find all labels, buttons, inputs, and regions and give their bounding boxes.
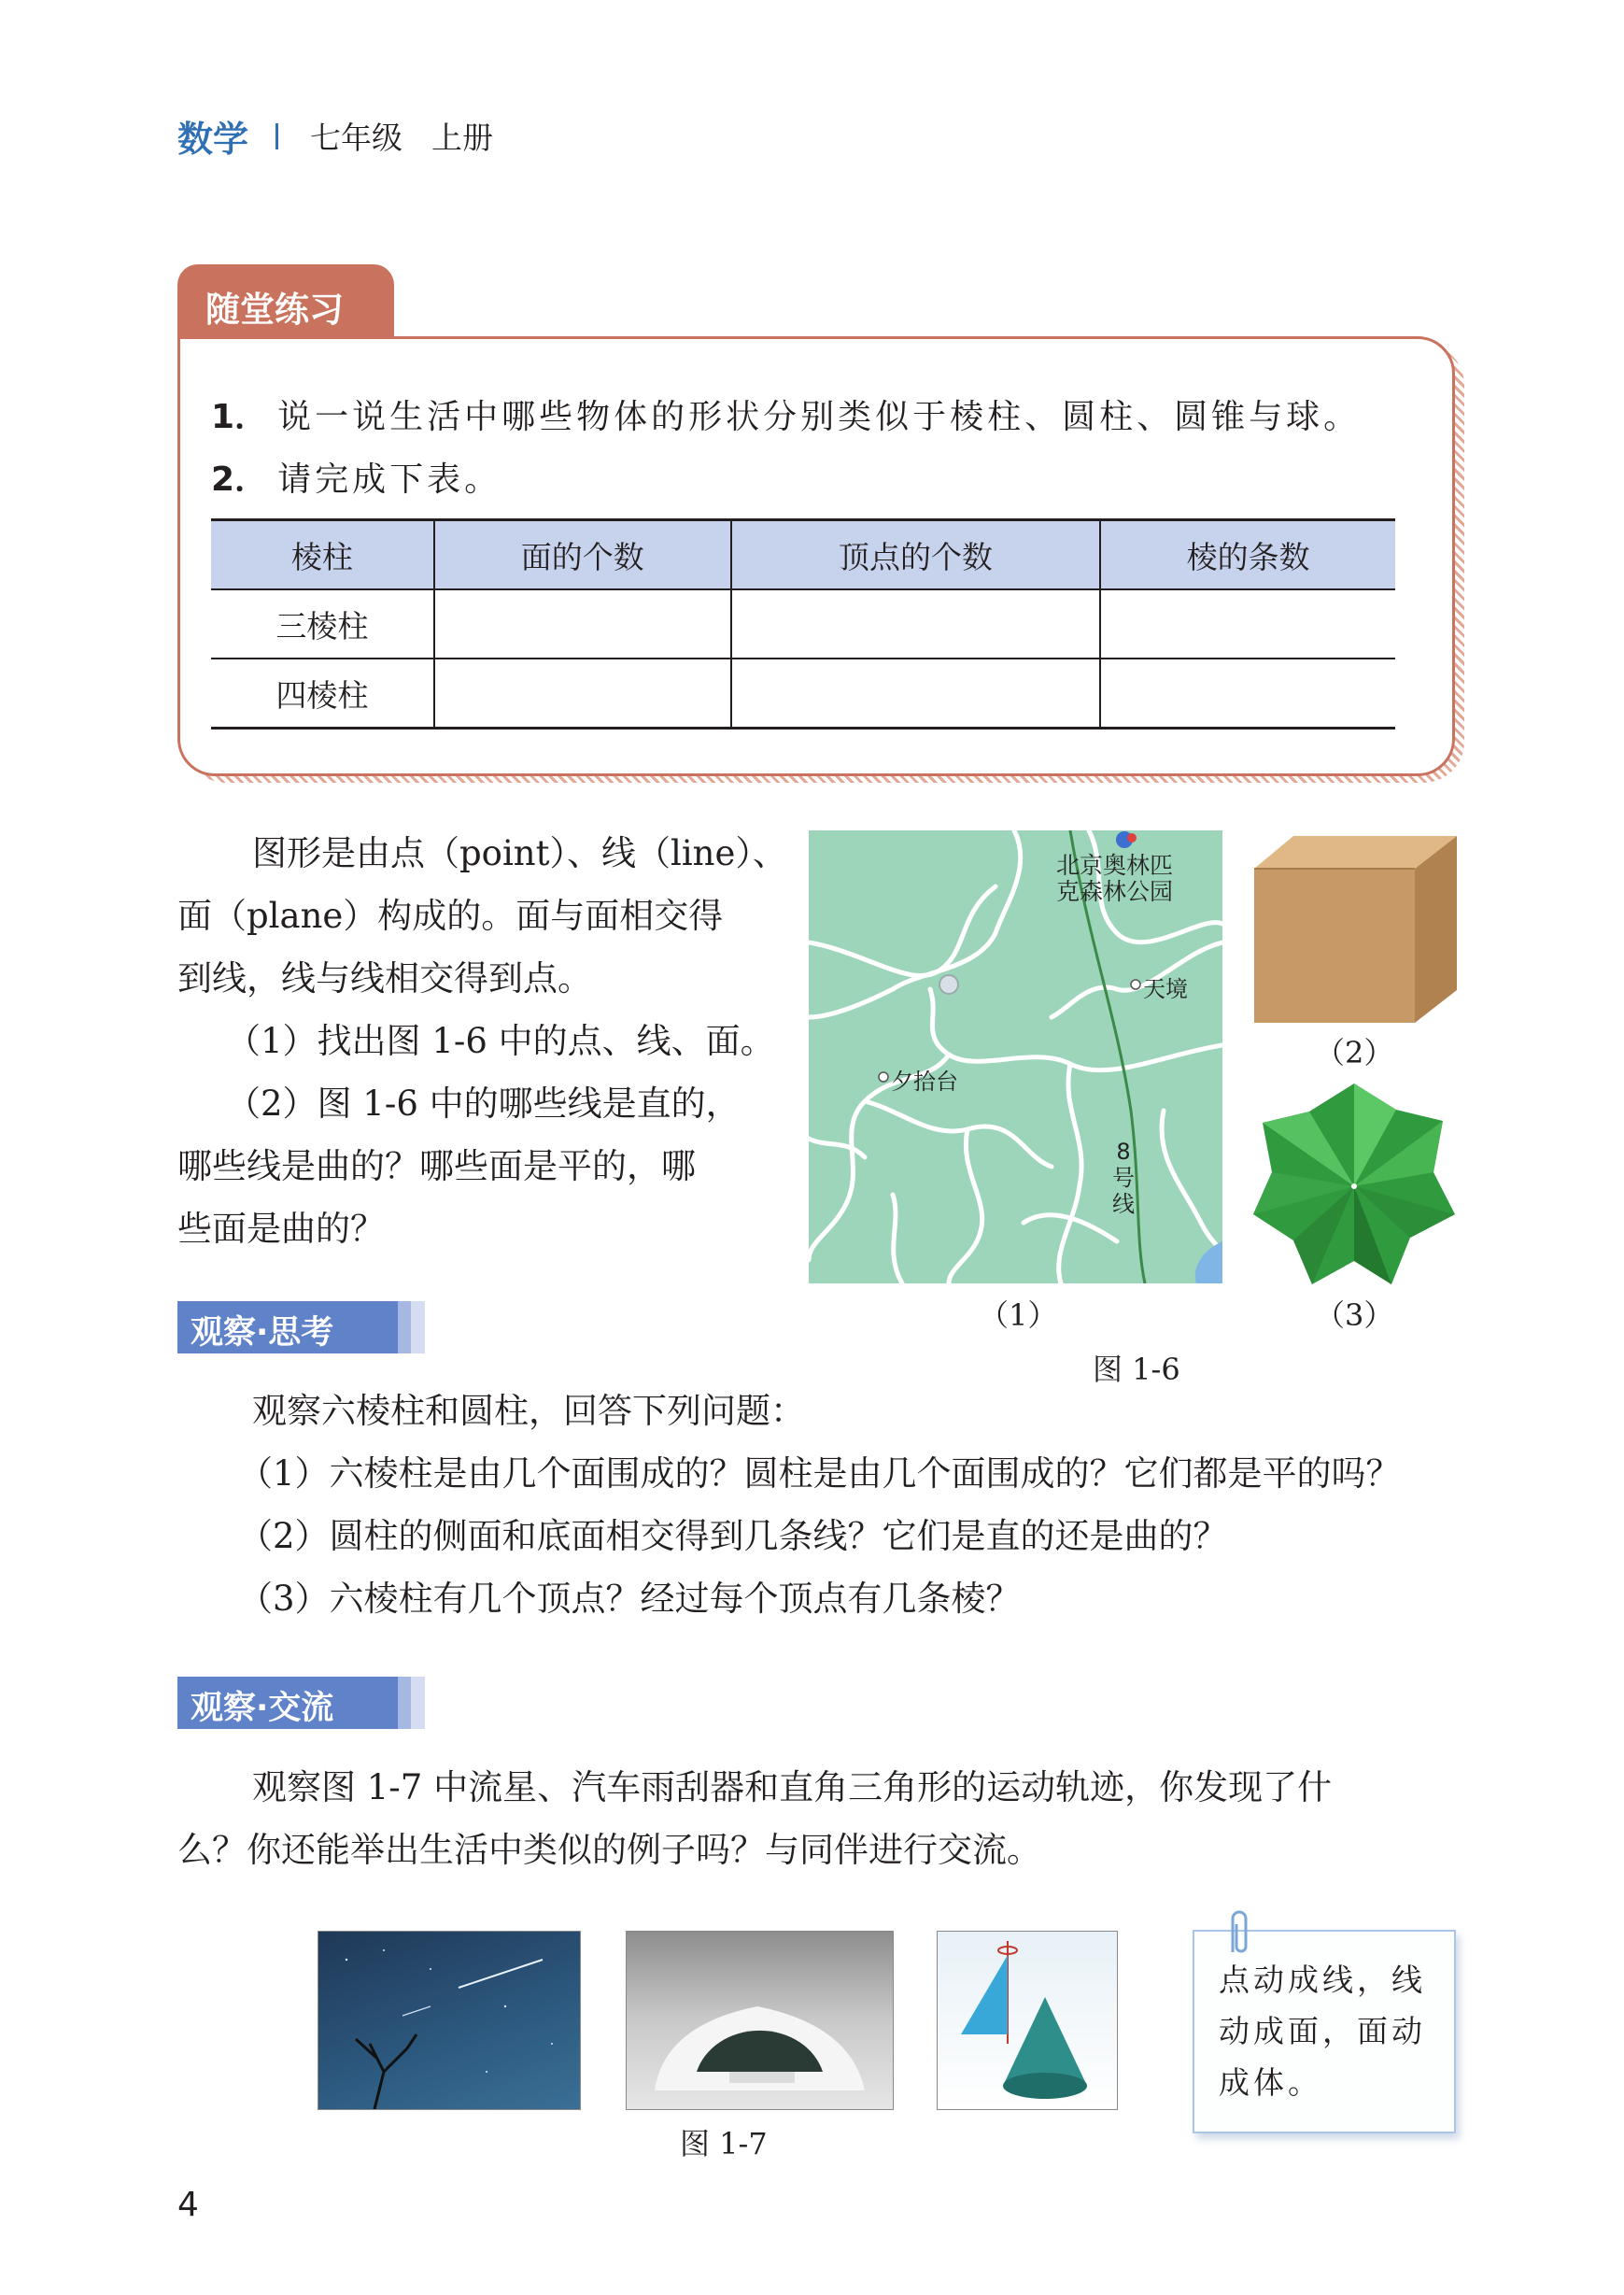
exercise-question-2: 2． 请完成下表。 xyxy=(211,460,502,499)
figure-1-6-caption-2: （2） xyxy=(1315,1035,1394,1070)
intro-question-1: （1）找出图 1-6 中的点、线、面。 xyxy=(226,1021,775,1061)
intro-question-2: （2）图 1-6 中的哪些线是直的， xyxy=(226,1084,741,1124)
map-label-line8: 8 号 线 xyxy=(1112,1139,1135,1217)
section-exchange-body: 观察图 1-7 中流星、汽车雨刮器和直角三角形的运动轨迹，你发现了什 么？你还能举出生活中类似的例子吗？与同伴进行交流。 xyxy=(177,1767,1333,1870)
exercise-tab xyxy=(177,264,394,337)
table-header: 顶点的个数 xyxy=(731,520,1100,590)
figure-1-7-title: 图 1-7 xyxy=(680,2126,768,2161)
figure-1-6-caption-1: （1） xyxy=(979,1297,1058,1333)
table-header-row xyxy=(211,520,1395,590)
header-divider xyxy=(275,123,278,149)
cardboard-box-image xyxy=(1247,831,1462,1027)
table-cell[interactable] xyxy=(434,659,731,729)
exercise-question-1: 1． 说一说生活中哪些物体的形状分别类似于棱柱、圆柱、圆锥与球。 xyxy=(211,398,1362,436)
table-cell[interactable] xyxy=(1100,659,1395,729)
wiper-photo xyxy=(626,1931,894,2110)
table-row xyxy=(211,589,1395,659)
sticky-note: 点动成线，线 动成面，面动 成体。 xyxy=(1193,1930,1456,2133)
umbrella-image xyxy=(1251,1084,1457,1289)
map-label-tianjing: 天境 xyxy=(1143,976,1188,1002)
think-item: （1）六棱柱是由几个面围成的？圆柱是由几个面围成的？它们都是平的吗？ xyxy=(238,1453,1401,1494)
map-label-park: 北京奥林匹 克森林公园 xyxy=(1056,852,1174,905)
think-item: （2）圆柱的侧面和底面相交得到几条线？它们是直的还是曲的？ xyxy=(238,1516,1228,1556)
grade-label: 七年级 xyxy=(310,120,402,156)
section-think-label: 观察·思考 xyxy=(191,1314,334,1352)
figure-1-6-caption-3: （3） xyxy=(1315,1297,1394,1333)
figure-1-6-title: 图 1-6 xyxy=(1093,1352,1180,1387)
prism-table xyxy=(211,518,1395,730)
volume-label: 上册 xyxy=(431,120,493,156)
rotating-triangle-cone-image xyxy=(937,1931,1118,2110)
section-exchange-label: 观察·交流 xyxy=(191,1690,334,1727)
olympic-park-map xyxy=(809,830,1222,1283)
table-cell[interactable] xyxy=(731,589,1100,659)
meteor-photo xyxy=(318,1931,581,2110)
table-cell[interactable] xyxy=(1100,589,1395,659)
map-label-xishitai: 夕拾台 xyxy=(891,1069,958,1095)
table-cell: 四棱柱 xyxy=(211,659,434,729)
exercise-tab-title: 随堂练习 xyxy=(205,290,344,330)
table-header: 棱柱 xyxy=(211,520,434,590)
page-number: 4 xyxy=(177,2186,199,2224)
table-cell[interactable] xyxy=(434,589,731,659)
table-row xyxy=(211,659,1395,729)
section-think-body: 观察六棱柱和圆柱，回答下列问题： （1）六棱柱是由几个面围成的？圆柱是由几个面围成的？它们都是平的吗？ （2）圆柱的侧面和底面相交得到几条线？它们是直的还是曲的？ （3）六棱柱有几个顶点？经过每个顶点有几条棱？ xyxy=(177,1380,1466,1630)
paperclip-icon xyxy=(1223,1909,1251,1958)
table-cell: 三棱柱 xyxy=(211,589,434,659)
subject-title: 数学 xyxy=(177,119,249,160)
intro-paragraph: 图形是由点（point）、线（line）、 面（plane）构成的。面与面相交得 到线，线与线相交得到点。 （1）找出图 1-6 中的点、线、面。 （2）图 1-6 中的哪些线是直的， 哪些线是曲的？哪些面是平的，哪 些面是曲的？ xyxy=(177,822,794,1260)
table-header: 面的个数 xyxy=(434,520,731,590)
think-item: （3）六棱柱有几个顶点？经过每个顶点有几条棱？ xyxy=(238,1579,1021,1619)
table-header: 棱的条数 xyxy=(1100,520,1395,590)
table-cell[interactable] xyxy=(731,659,1100,729)
